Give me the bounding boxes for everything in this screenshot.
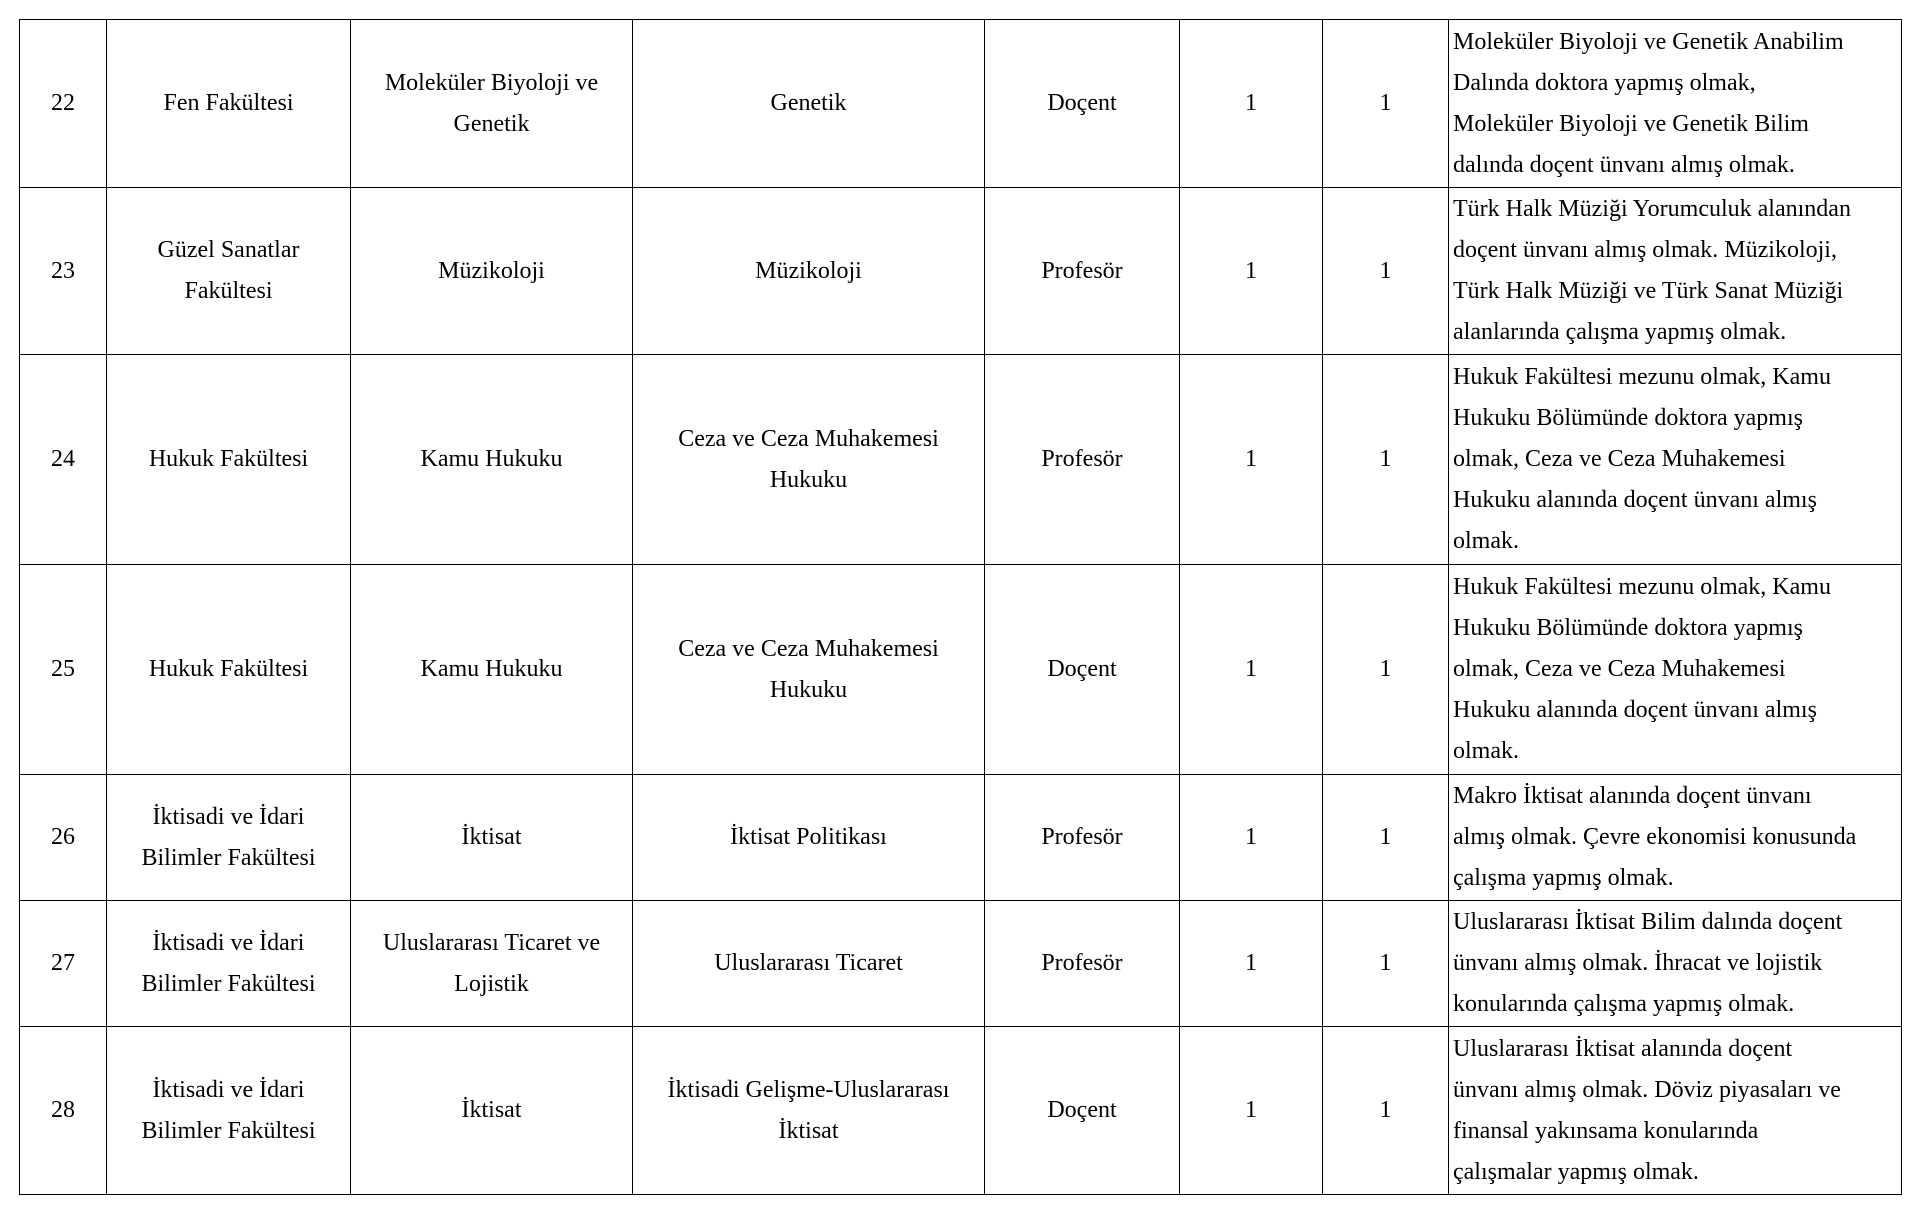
count-cell: 1 [1180,775,1323,901]
faculty-cell: Hukuk Fakültesi [107,565,351,775]
table-row [20,775,1902,901]
row-number: 28 [20,1027,107,1195]
count-cell: 1 [1323,775,1449,901]
department-cell: Kamu Hukuku [351,565,633,775]
count-cell: 1 [1180,565,1323,775]
department-cell: Uluslararası Ticaret ve Lojistik [351,901,633,1027]
count-cell: 1 [1323,355,1449,565]
count-cell: 1 [1323,901,1449,1027]
field-cell: İktisadi Gelişme-Uluslararası İktisat [633,1027,985,1195]
row-number: 25 [20,565,107,775]
field-cell: Uluslararası Ticaret [633,901,985,1027]
count-cell: 1 [1323,1027,1449,1195]
department-cell: İktisat [351,1027,633,1195]
faculty-cell: Güzel Sanatlar Fakültesi [107,188,351,355]
field-cell: İktisat Politikası [633,775,985,901]
title-cell: Profesör [985,355,1180,565]
table-row [20,901,1902,1027]
row-number: 23 [20,188,107,355]
row-number: 24 [20,355,107,565]
table-row [20,20,1902,188]
positions-table [19,19,1902,1195]
department-cell: Müzikoloji [351,188,633,355]
field-cell: Müzikoloji [633,188,985,355]
table-row [20,355,1902,565]
faculty-cell: İktisadi ve İdari Bilimler Fakültesi [107,775,351,901]
department-cell: Moleküler Biyoloji ve Genetik [351,20,633,188]
count-cell: 1 [1323,565,1449,775]
title-cell: Profesör [985,901,1180,1027]
field-cell: Ceza ve Ceza Muhakemesi Hukuku [633,565,985,775]
title-cell: Doçent [985,20,1180,188]
requirement-cell: Türk Halk Müziği Yorumculuk alanından doçent ünvanı almış olmak. Müzikoloji, Türk Halk Müziği ve Türk Sanat Müziği alanlarında çalışma yapmış olmak. [1449,188,1902,355]
title-cell: Doçent [985,1027,1180,1195]
title-cell: Profesör [985,188,1180,355]
table-row [20,1027,1902,1195]
count-cell: 1 [1180,901,1323,1027]
title-cell: Profesör [985,775,1180,901]
field-cell: Ceza ve Ceza Muhakemesi Hukuku [633,355,985,565]
faculty-cell: Fen Fakültesi [107,20,351,188]
count-cell: 1 [1180,355,1323,565]
requirement-cell: Uluslararası İktisat Bilim dalında doçent ünvanı almış olmak. İhracat ve lojistik konularında çalışma yapmış olmak. [1449,901,1902,1027]
table-row [20,565,1902,775]
count-cell: 1 [1323,188,1449,355]
department-cell: İktisat [351,775,633,901]
row-number: 22 [20,20,107,188]
title-cell: Doçent [985,565,1180,775]
row-number: 26 [20,775,107,901]
faculty-cell: İktisadi ve İdari Bilimler Fakültesi [107,1027,351,1195]
requirement-cell: Hukuk Fakültesi mezunu olmak, Kamu Hukuku Bölümünde doktora yapmış olmak, Ceza ve Ceza Muhakemesi Hukuku alanında doçent ünvanı almış olmak. [1449,565,1902,775]
department-cell: Kamu Hukuku [351,355,633,565]
requirement-cell: Moleküler Biyoloji ve Genetik Anabilim Dalında doktora yapmış olmak, Moleküler Biyoloji ve Genetik Bilim dalında doçent ünvanı almış olmak. [1449,20,1902,188]
faculty-cell: Hukuk Fakültesi [107,355,351,565]
requirement-cell: Hukuk Fakültesi mezunu olmak, Kamu Hukuku Bölümünde doktora yapmış olmak, Ceza ve Ceza Muhakemesi Hukuku alanında doçent ünvanı almış olmak. [1449,355,1902,565]
row-number: 27 [20,901,107,1027]
requirement-cell: Makro İktisat alanında doçent ünvanı almış olmak. Çevre ekonomisi konusunda çalışma yapmış olmak. [1449,775,1902,901]
count-cell: 1 [1180,20,1323,188]
table-row [20,188,1902,355]
count-cell: 1 [1180,1027,1323,1195]
count-cell: 1 [1323,20,1449,188]
faculty-cell: İktisadi ve İdari Bilimler Fakültesi [107,901,351,1027]
count-cell: 1 [1180,188,1323,355]
requirement-cell: Uluslararası İktisat alanında doçent ünvanı almış olmak. Döviz piyasaları ve finansal yakınsama konularında çalışmalar yapmış olmak. [1449,1027,1902,1195]
field-cell: Genetik [633,20,985,188]
